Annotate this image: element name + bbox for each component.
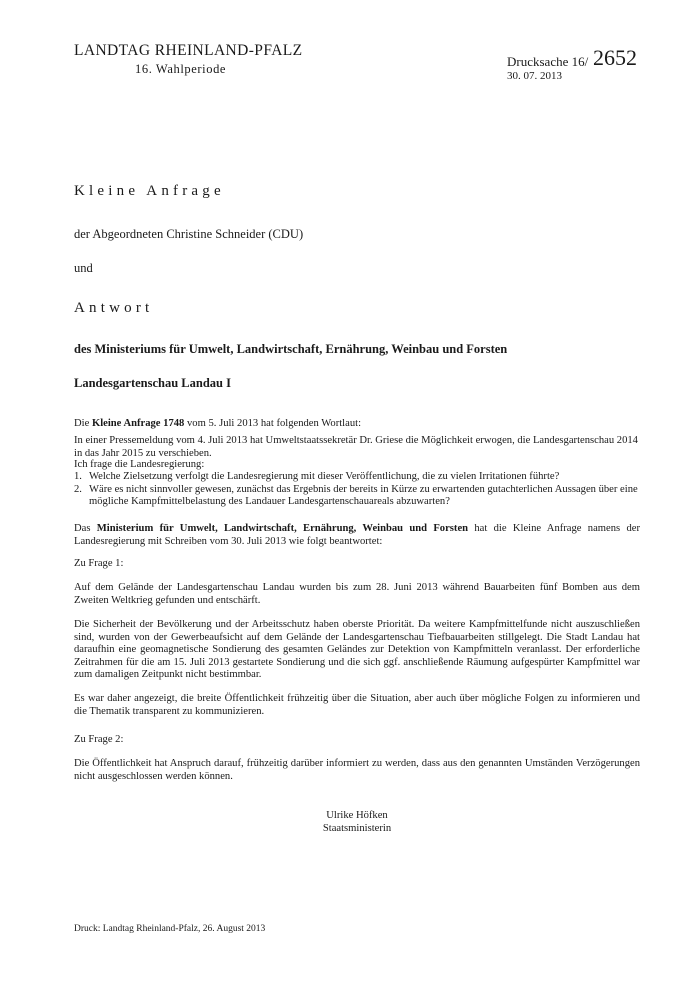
parliament-title: LANDTAG RHEINLAND-PFALZ [74,42,303,59]
drucksache-number: 2652 [593,45,637,70]
document-date: 30. 07. 2013 [507,70,562,82]
signatory-name: Ulrike Höfken [326,810,388,821]
list-item: 1. Welche Zielsetzung verfolgt die Landesregierung mit dieser Veröffentlichung, die zu vielen Irritationen führte? [74,471,560,482]
signatory-title: Staatsministerin [322,823,392,834]
heading-antwort: Antwort [74,300,154,316]
answer-2-heading: Zu Frage 2: [74,734,124,745]
question-intro: Die Kleine Anfrage 1748 vom 5. Juli 2013 hat folgenden Wortlaut: [74,418,362,429]
list-item: 2. Wäre es nicht sinnvoller gewesen, zunächst das Ergebnis der bereits in Kürze zu erwartenden gutachterlichen Aussagen über eine mögliche Kampfmittelbelastung des Landauer Landesgartenschauareals abzuwarten? [74,483,638,507]
subject-line: Landesgartenschau Landau I [74,376,231,390]
answer-paragraph: Auf dem Gelände der Landesgartenschau Landau wurden bis zum 28. Juni 2013 während Bauarbeiten fünf Bomben aus dem Zweiten Weltkrieg gefunden und entschärft. [74,582,640,606]
print-footer: Druck: Landtag Rheinland-Pfalz, 26. August 2013 [74,924,266,934]
heading-kleine-anfrage: Kleine Anfrage [74,183,225,199]
question-list [74,471,640,509]
question-text: In einer Pressemeldung vom 4. Juli 2013 hat Umweltstaatssekretär Dr. Griese die Möglichkeit erwogen, die Landesgartenschau 2014 in das Jahr 2015 zu verschieben. [74,435,638,459]
question-lead: Ich frage die Landesregierung: [74,459,205,470]
author-line: der Abgeordneten Christine Schneider (CDU) [74,227,304,241]
legislative-period: 16. Wahlperiode [135,62,227,76]
ministry-line: des Ministeriums für Umwelt, Landwirtschaft, Ernährung, Weinbau und Forsten [74,342,508,356]
answer-1-heading: Zu Frage 1: [74,558,124,569]
conjunction-line: und [74,261,93,275]
answer-intro: Das Ministerium für Umwelt, Landwirtschaft, Ernährung, Weinbau und Forsten hat die Kleine Anfrage namens der Landesregierung mit Schreiben vom 30. Juli 2013 wie folgt beantwortet: [74,523,640,547]
answer-paragraph: Es war daher angezeigt, die breite Öffentlichkeit frühzeitig über die Situation, aber auch über mögliche Folgen zu informieren und die Thematik transparent zu kommunizieren. [74,693,640,717]
answer-paragraph: Die Sicherheit der Bevölkerung und der Arbeitsschutz haben oberste Priorität. Da weitere Kampfmittelfunde nicht auszuschließen sind, wurden von der Gewerbeaufsicht auf dem Gelände der Landesgartenschau Tiefbauarbeiten stillgelegt. Die Stadt Landau hat daraufhin eine geomagnetische Sondierung des gesamten Geländes zur Detektion von Kampfmitteln veranlasst. Der erforderliche Zeitrahmen für die am 15. Juli 2013 gestartete Sondierung und die sich ggf. anschließende Räumung aufgespürter Kampfmittel war zum damaligen Zeitpunkt nicht bestimmbar. [74,619,640,680]
drucksache-label: Drucksache 16/ [507,54,589,69]
answer-paragraph: Die Öffentlichkeit hat Anspruch darauf, frühzeitig darüber informiert zu werden, dass aus den genannten Umständen Verzögerungen nicht ausgeschlossen werden können. [74,758,640,782]
